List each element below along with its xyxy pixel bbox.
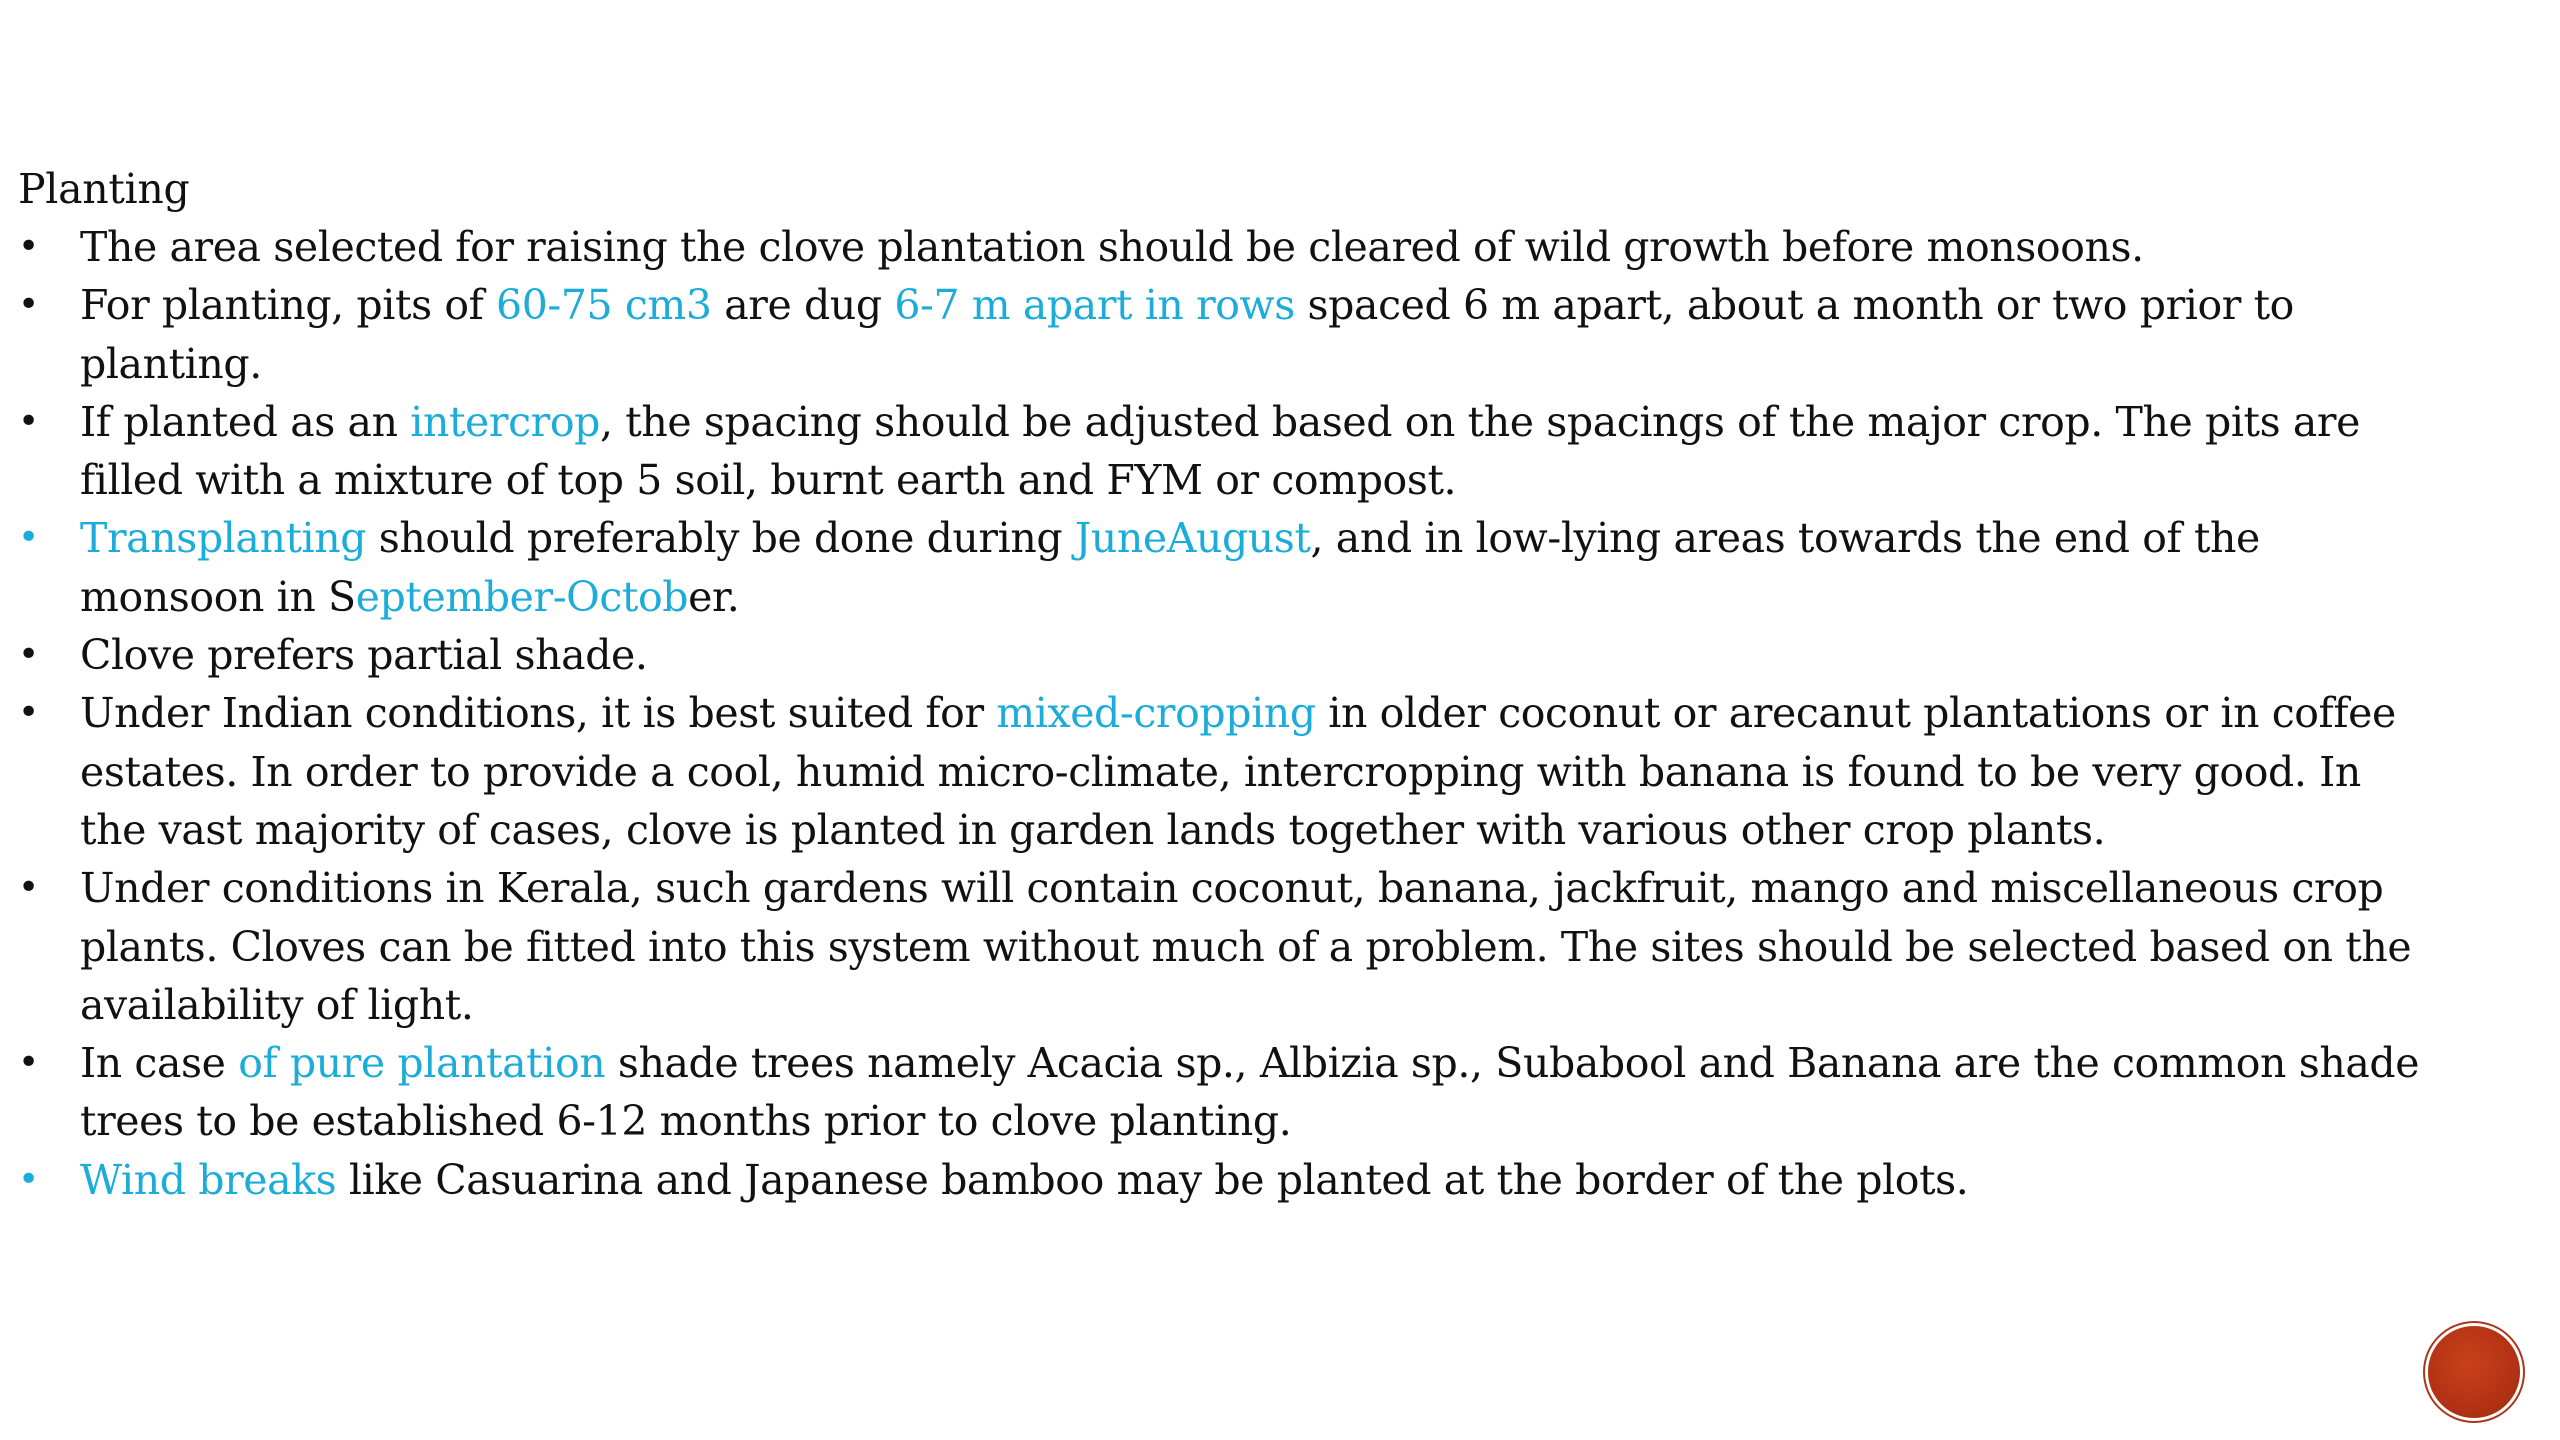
bullet-text: The area selected for raising the clove plantation should be cleared of wild growth before monsoons. <box>80 223 2144 271</box>
next-slide-button[interactable] <box>2428 1326 2520 1418</box>
highlighted-text: 6-7 m apart in rows <box>894 281 1295 330</box>
bullet-item <box>18 1151 2438 1209</box>
bullet-text: like Casuarina and Japanese bamboo may be planted at the border of the plots. <box>336 1155 1969 1204</box>
slide-heading: Planting <box>18 165 190 213</box>
bullet-text: are dug <box>711 281 895 330</box>
bullet-text: If planted as an <box>80 397 411 446</box>
bullet-marker: • <box>18 400 39 442</box>
bullet-item <box>18 684 2438 859</box>
bullet-marker: • <box>18 867 39 909</box>
bullet-marker: • <box>18 634 39 676</box>
bullet-text: in older coconut or arecanut plantations or in coffee estates. In order to provide a cool, humid micro-climate, intercropping with banana is found to be very good. In the vast majority of cases, clove is planted in garden lands together with various other crop plants. <box>80 689 2396 854</box>
bullet-text: er. <box>688 572 740 621</box>
bullet-item <box>18 393 2438 510</box>
bullet-marker: • <box>18 1042 39 1084</box>
bullet-marker: • <box>18 1158 39 1200</box>
bullet-item <box>18 626 2438 684</box>
highlighted-text: JuneAugust <box>1074 514 1311 563</box>
bullet-item <box>18 276 2438 393</box>
bullet-text: , the spacing should be adjusted based on the spacings of the major crop. The pits are filled with a mixture of top 5 soil, burnt earth and FYM or compost. <box>80 397 2360 505</box>
highlighted-text: of pure plantation <box>238 1039 606 1088</box>
bullet-text: shade trees namely Acacia sp., Albizia sp., Subabool and Banana are the common shade trees to be established 6-12 months prior to clove planting. <box>80 1039 2420 1146</box>
bullet-item <box>18 509 2438 626</box>
bullet-item <box>18 859 2438 1034</box>
highlighted-text: Transplanting <box>80 514 367 563</box>
bullet-text: Clove prefers partial shade. <box>80 631 648 680</box>
slide-body <box>18 160 2438 1209</box>
bullet-text: Under conditions in Kerala, such gardens will contain coconut, banana, jackfruit, mango and miscellaneous crop plants. Cloves can be fitted into this system without much of a problem. The sites should be selected based on the availability of light. <box>80 864 2412 1029</box>
bullet-text: For planting, pits of <box>80 281 497 330</box>
highlighted-text: Wind breaks <box>80 1155 337 1204</box>
bullet-item <box>18 218 2438 276</box>
highlighted-text: eptember-Octob <box>355 572 689 621</box>
highlighted-text: 60-75 cm3 <box>496 281 712 330</box>
bullet-text: , and in low-lying areas towards the end of the monsoon in S <box>80 514 2260 621</box>
bullet-list <box>18 218 2438 1209</box>
highlighted-text: intercrop <box>410 397 600 446</box>
bullet-text: spaced 6 m apart, about a month or two prior to planting. <box>80 281 2294 388</box>
bullet-text: Under Indian conditions, it is best suited for <box>80 689 997 738</box>
bullet-marker: • <box>18 517 39 559</box>
bullet-marker: • <box>18 284 39 326</box>
highlighted-text: mixed-cropping <box>996 689 1316 738</box>
bullet-text: should preferably be done during <box>366 514 1075 563</box>
bullet-marker: • <box>18 692 39 734</box>
bullet-marker: • <box>18 226 39 267</box>
bullet-text: In case <box>80 1039 239 1088</box>
bullet-item <box>18 1034 2438 1151</box>
